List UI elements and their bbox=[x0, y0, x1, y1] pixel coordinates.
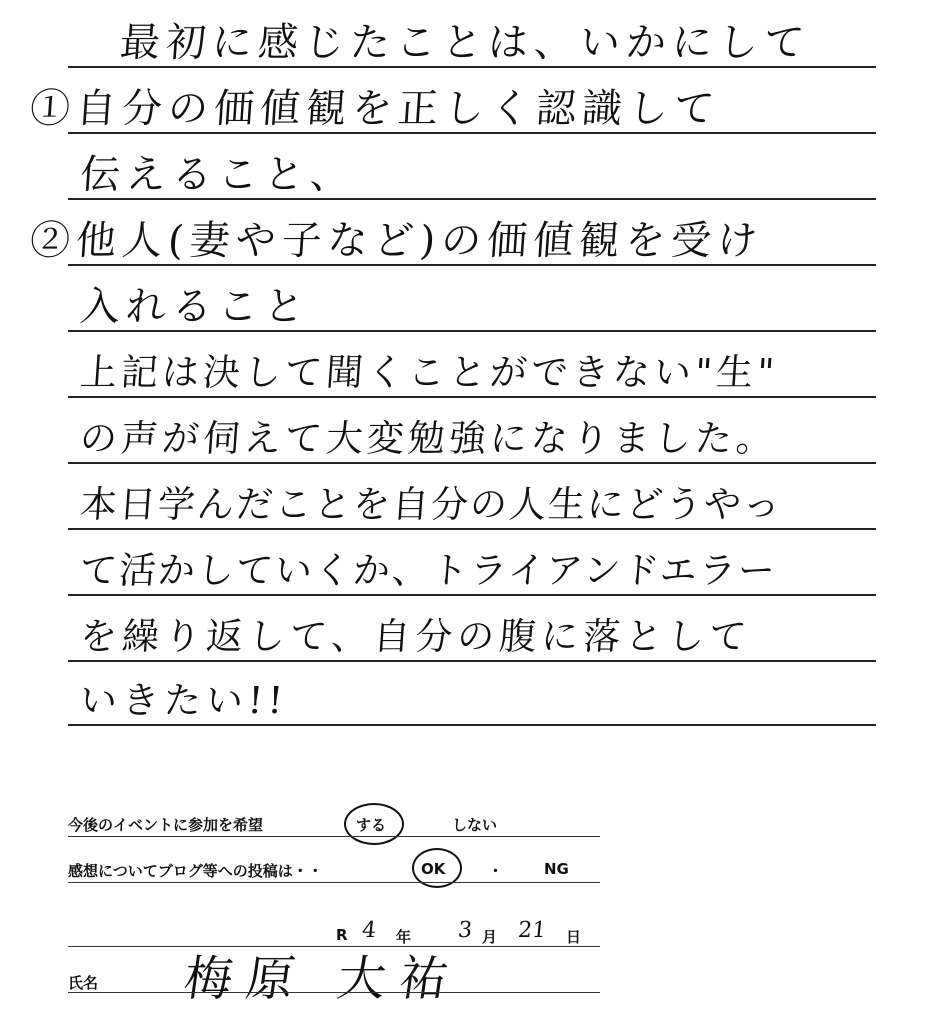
handwritten-line-3: 伝えること、 bbox=[78, 152, 358, 198]
date-year-unit: 年 bbox=[396, 928, 412, 946]
handwritten-line-9: て活かしていくか、トライアンドエラー bbox=[78, 549, 779, 592]
handwritten-line-11: いきたい!! bbox=[78, 679, 290, 722]
form-line bbox=[68, 882, 600, 883]
date-era: R bbox=[336, 926, 348, 944]
form-line bbox=[68, 836, 600, 837]
handwritten-line-6: 上記は決して聞くことができない"生" bbox=[78, 351, 780, 394]
event-no-option: しない bbox=[452, 816, 498, 834]
form-line bbox=[68, 992, 600, 993]
handwritten-line-4: ②他人(妻や子など)の価値観を受け bbox=[28, 218, 765, 264]
date-day-value: 21 bbox=[516, 918, 548, 943]
date-month-value: 3 bbox=[456, 918, 474, 943]
blog-ok-option: OK bbox=[421, 860, 446, 878]
date-month-unit: 月 bbox=[482, 928, 498, 946]
blog-posting-label: 感想についてブログ等への投稿は・・ bbox=[68, 862, 323, 880]
handwritten-line-1: 最初に感じたことは、いかにして bbox=[118, 20, 812, 66]
handwritten-line-2: ①自分の価値観を正しく認識して bbox=[28, 86, 722, 132]
name-label: 氏名 bbox=[68, 974, 99, 992]
blog-separator: ・ bbox=[488, 862, 504, 880]
handwritten-line-10: を繰り返して、自分の腹に落として bbox=[78, 615, 753, 658]
event-yes-option: する bbox=[356, 816, 387, 834]
handwritten-line-8: 本日学んだことを自分の人生にどうやっ bbox=[78, 483, 784, 526]
date-day-unit: 日 bbox=[566, 928, 582, 946]
handwritten-name: 梅原 大祐 bbox=[180, 951, 466, 1007]
event-participation-label: 今後のイベントに参加を希望 bbox=[68, 816, 264, 834]
handwritten-line-7: の声が伺えて大変勉強になりました。 bbox=[78, 417, 779, 460]
blog-ng-option: NG bbox=[544, 860, 569, 878]
handwritten-line-5: 入れること bbox=[78, 284, 312, 330]
date-year-value: 4 bbox=[360, 918, 378, 943]
